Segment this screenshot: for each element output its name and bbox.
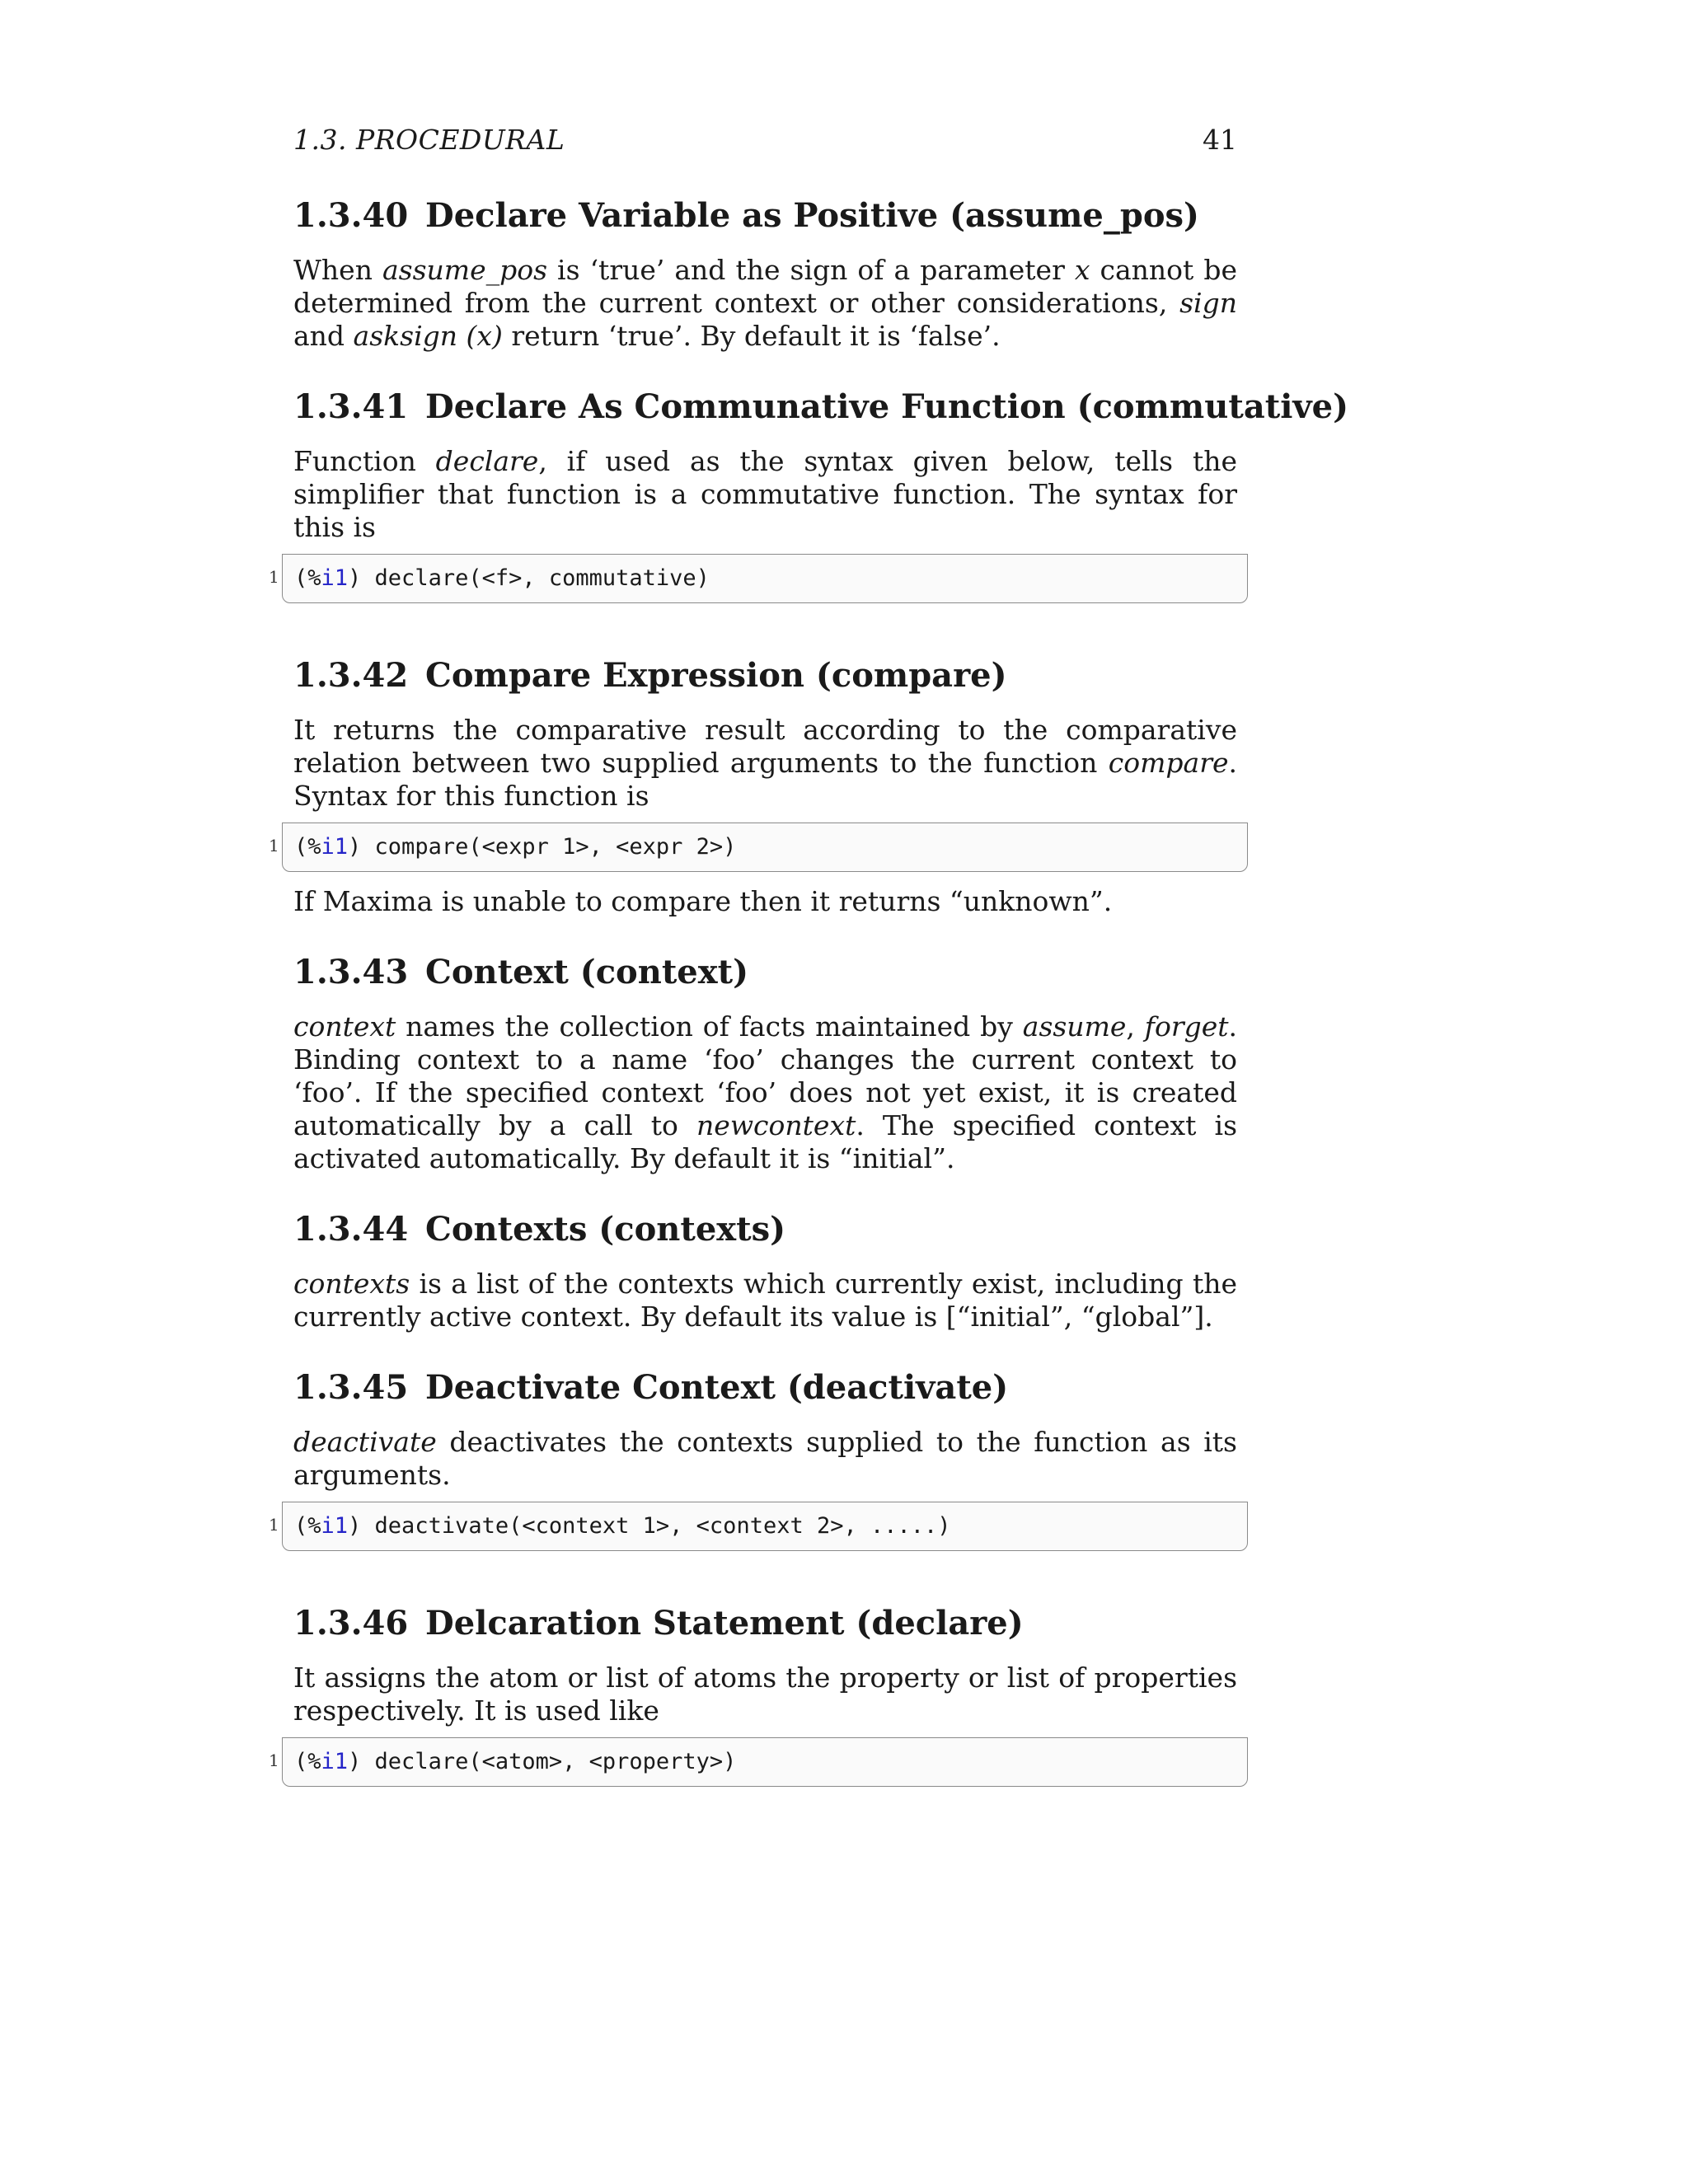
paragraph-context: context names the collection of facts maintained by assume, forget. Binding context to a name ‘foo’ changes the current context to ‘foo’. If the specified context ‘foo’ does not yet exist, it is created automatically by a call to newcontext. The specified context is activated automatically. By default it is “initial”. [293, 1010, 1238, 1174]
page-number: 41 [1203, 124, 1237, 156]
code-block: (%i1) deactivate(<context 1>, <context 2>, .....) [282, 1502, 1248, 1551]
section-title: Declare As Communative Function (commutative) [425, 387, 1349, 426]
section-number: 1.3.41 [293, 387, 409, 426]
section-number: 1.3.43 [293, 953, 409, 991]
section-number: 1.3.46 [293, 1604, 409, 1643]
code-line-number: 1 [269, 836, 279, 855]
code-listing-compare [269, 823, 1248, 872]
code-listing-declare [269, 1737, 1248, 1787]
section-title: Delcaration Statement (declare) [425, 1604, 1024, 1643]
paragraph-compare-unknown: If Maxima is unable to compare then it returns “unknown”. [293, 885, 1113, 917]
document-page [269, 124, 1349, 1787]
section-title: Contexts (contexts) [425, 1210, 786, 1249]
section-title: Deactivate Context (deactivate) [425, 1368, 1009, 1407]
code-block: (%i1) declare(<f>, commutative) [282, 554, 1248, 603]
section-heading-1-3-41 [293, 387, 1349, 427]
code-block: (%i1) compare(<expr 1>, <expr 2>) [282, 823, 1248, 872]
section-heading-1-3-42 [293, 656, 1237, 696]
code-line-number: 1 [269, 1750, 279, 1770]
code-line-number: 1 [269, 567, 279, 587]
section-number: 1.3.45 [293, 1368, 409, 1407]
section-heading-1-3-43 [293, 953, 1237, 992]
section-number: 1.3.44 [293, 1210, 409, 1249]
paragraph-declare: It assigns the atom or list of atoms the property or list of properties respectively. It is used like [293, 1661, 1237, 1727]
section-title: Compare Expression (compare) [425, 656, 1007, 695]
paragraph-compare: It returns the comparative result according to the comparative relation between two supplied arguments to the function compare. Syntax for this function is [293, 714, 1237, 812]
paragraph-assume-pos: When assume_pos is ‘true’ and the sign of a parameter x cannot be determined from the current context or other considerations, sign and asksign (x) return ‘true’. By default it is ‘false’. [293, 254, 1237, 352]
section-number: 1.3.40 [293, 196, 409, 235]
section-heading-1-3-44 [293, 1210, 1237, 1249]
section-title: Declare Variable as Positive (assume_pos) [425, 196, 1199, 235]
code-line-number: 1 [269, 1515, 279, 1535]
section-heading-1-3-46 [293, 1604, 1237, 1643]
paragraph-contexts: contexts is a list of the contexts which currently exist, including the currently active context. By default its value is [“initial”, “global”]. [293, 1268, 1237, 1333]
section-title: Context (context) [425, 953, 748, 991]
paragraph-commutative: Function declare, if used as the syntax given below, tells the simplifier that function is a commutative function. The syntax for this is [293, 445, 1237, 543]
code-listing-deactivate [269, 1502, 1248, 1551]
chapter-heading: 1.3. PROCEDURAL [293, 124, 565, 156]
running-header [293, 124, 1237, 165]
section-heading-1-3-45 [293, 1368, 1237, 1408]
paragraph-deactivate: deactivate deactivates the contexts supplied to the function as its arguments. [293, 1426, 1237, 1491]
section-heading-1-3-40 [293, 196, 1237, 236]
code-block: (%i1) declare(<atom>, <property>) [282, 1737, 1248, 1787]
code-listing-commutative [269, 554, 1248, 603]
section-number: 1.3.42 [293, 656, 409, 695]
